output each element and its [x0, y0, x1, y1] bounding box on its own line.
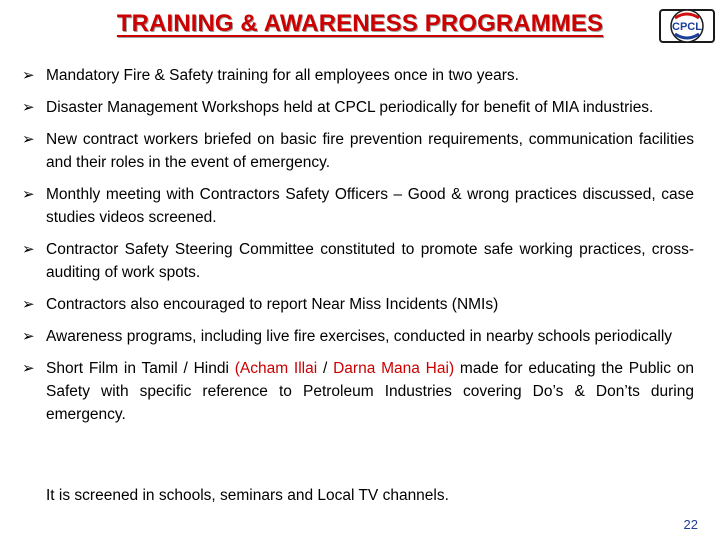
bullet-list [22, 64, 694, 435]
bullet-text: Contractors also encouraged to report Near Miss Incidents (NMIs) [46, 296, 499, 313]
bullet-item [22, 293, 694, 316]
cpcl-logo [659, 4, 715, 48]
arrow-bullet-icon: ➢ [22, 131, 35, 148]
arrow-bullet-icon: ➢ [22, 99, 35, 116]
bullet-text: Monthly meeting with Contractors Safety Officers – Good & wrong practices discussed, case studies videos screened. [46, 186, 694, 226]
bullet-text-before: Short Film in Tamil / Hindi [46, 360, 235, 377]
bullet-item [22, 64, 694, 87]
arrow-bullet-icon: ➢ [22, 328, 35, 345]
bullet-text: Mandatory Fire & Safety training for all employees once in two years. [46, 67, 519, 84]
bullet-item [22, 357, 694, 426]
bullet-text: Disaster Management Workshops held at CPCL periodically for benefit of MIA industries. [46, 99, 654, 116]
bullet-text: Awareness programs, including live fire exercises, conducted in nearby schools periodically [46, 328, 673, 345]
bullet-text: Contractor Safety Steering Committee constituted to promote safe working practices, cross-auditing of work spots. [46, 241, 694, 281]
film-title-separator: / [317, 360, 334, 377]
bullet-item [22, 128, 694, 174]
page-number: 22 [683, 517, 698, 532]
arrow-bullet-icon: ➢ [22, 186, 35, 203]
slide-title-text: TRAINING & AWARENESS PROGRAMMES [116, 10, 604, 37]
bullet-item [22, 238, 694, 284]
film-title-tamil: (Acham Illai [234, 360, 318, 377]
bullet-item [22, 325, 694, 348]
bullet-text-after: made for educating the Public on Safety with specific reference to Petroleum Industries covering Do’s & Don’ts during emergency. [46, 360, 695, 423]
arrow-bullet-icon: ➢ [22, 67, 35, 84]
screening-note: It is screened in schools, seminars and Local TV channels. [46, 487, 449, 504]
arrow-bullet-icon: ➢ [22, 296, 35, 313]
bullet-item [22, 183, 694, 229]
logo-text: CPCL [672, 21, 702, 33]
film-title-hindi: Darna Mana Hai) [333, 360, 455, 377]
arrow-bullet-icon: ➢ [22, 241, 35, 258]
bullet-text: New contract workers briefed on basic fire prevention requirements, communication facilities and their roles in the event of emergency. [46, 131, 694, 171]
bullet-item [22, 96, 694, 119]
slide-title [0, 10, 720, 38]
arrow-bullet-icon: ➢ [22, 360, 35, 377]
